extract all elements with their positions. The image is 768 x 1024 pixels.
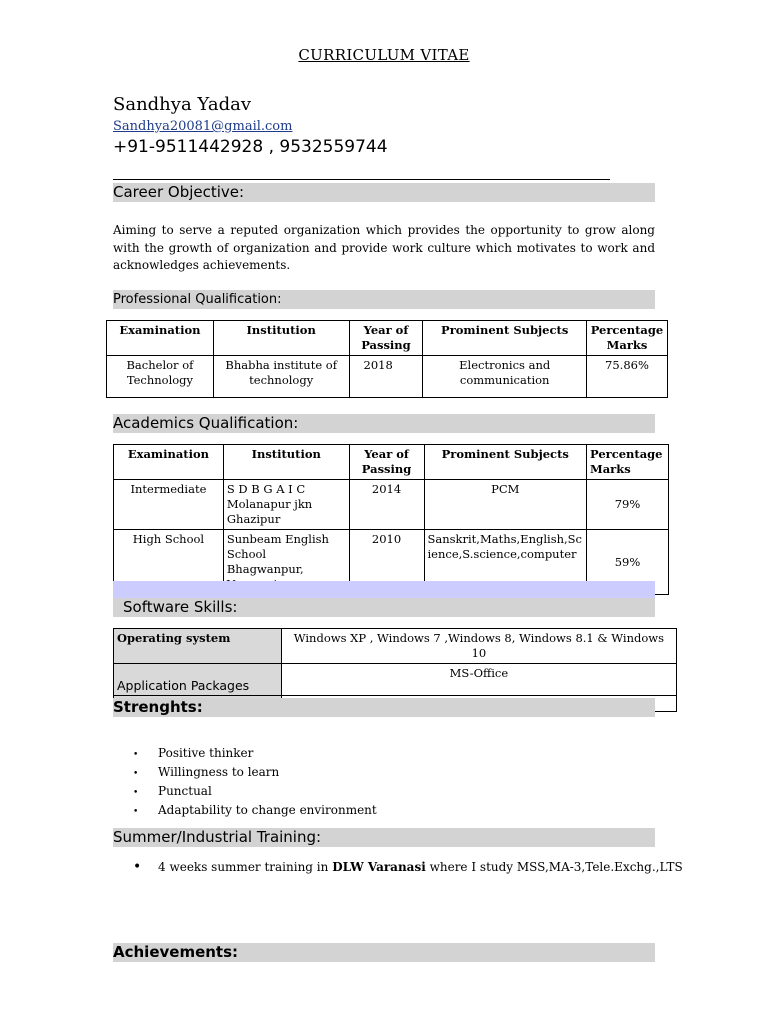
table-header: Institution [213,321,349,356]
email-link[interactable]: Sandhya20081@gmail.com [113,119,293,134]
section-academics-qualification [113,414,655,433]
table-cell: PCM [424,480,586,530]
table-header: Institution [223,445,349,480]
candidate-name: Sandhya Yadav [113,94,252,115]
table-cell: 2010 [349,530,424,595]
list-item: • Willingness to learn [133,764,377,783]
header-divider [113,179,610,180]
training-suffix: where I study MSS,MA-3,Tele.Exchg.,LTS [425,860,683,874]
professional-qualification-table [106,320,668,398]
phone-number: +91-9511442928 , 9532559744 [113,137,388,157]
section-software-skills: Software Skills: [113,598,655,617]
table-cell: Sanskrit,Maths,English,Science,S.science,computer [424,530,586,595]
section-career-objective: Career Objective: [113,183,655,202]
table-header: Percentage Marks [586,321,667,356]
table-header: Percentage Marks [586,445,668,480]
table-cell: S D B G A I C Molanapur jkn Ghazipur [223,480,349,530]
table-cell: Bachelor of Technology [107,356,214,398]
table-cell: Bhabha institute of technology [213,356,349,398]
table-header: Examination [114,445,224,480]
table-cell: 79% [586,480,668,530]
objective-paragraph: Aiming to serve a reputed organization which provides the opportunity to grow along with the growth of organization and provide work culture which motivates to work and acknowledges achievements. [113,223,655,272]
section-professional-label: Professional Qualification [113,292,278,307]
list-item: • Adaptability to change environment [133,802,377,821]
application-packages-value: MS-Office [281,664,676,696]
strengths-list [133,745,377,821]
list-item: • Punctual [133,783,377,802]
table-cell: 2014 [349,480,424,530]
section-training: Summer/Industrial Training: [113,828,655,847]
list-item: • Positive thinker [133,745,377,764]
table-cell: Intermediate [114,480,224,530]
table-cell: Electronics and communication [423,356,587,398]
training-list [133,859,683,875]
highlight-band [113,581,655,598]
table-header: Prominent Subjects [424,445,586,480]
operating-system-label: Operating system [114,629,282,664]
academic-qualification-table [113,444,669,595]
table-cell: 2018 [349,356,423,398]
document-title: CURRICULUM VITAE [298,46,470,64]
section-academics-colon: : [293,414,299,432]
table-header: Examination [107,321,214,356]
list-item [133,859,683,875]
table-cell: High School [114,530,224,595]
table-cell: 75.86% [586,356,667,398]
section-academics-label: Academics Qualification [113,414,294,432]
section-strengths: Strenghts: [113,698,655,717]
table-cell: 59% [586,530,668,595]
table-row [107,356,668,398]
operating-system-value: Windows XP , Windows 7 ,Windows 8, Windows 8.1 & Windows 10 [281,629,676,664]
section-achievements: Achievements: [113,943,655,962]
table-header: Year of Passing [349,445,424,480]
table-header: Prominent Subjects [423,321,587,356]
table-header: Year of Passing [349,321,423,356]
application-packages-label: Application Packages [114,664,282,696]
training-prefix: 4 weeks summer training in [158,860,333,874]
section-professional-colon: : [277,292,282,307]
table-row [114,480,669,530]
table-cell: Sunbeam English School Bhagwanpur, [223,530,349,595]
section-professional-qualification [113,290,655,309]
training-place: DLW Varanasi [332,860,426,874]
